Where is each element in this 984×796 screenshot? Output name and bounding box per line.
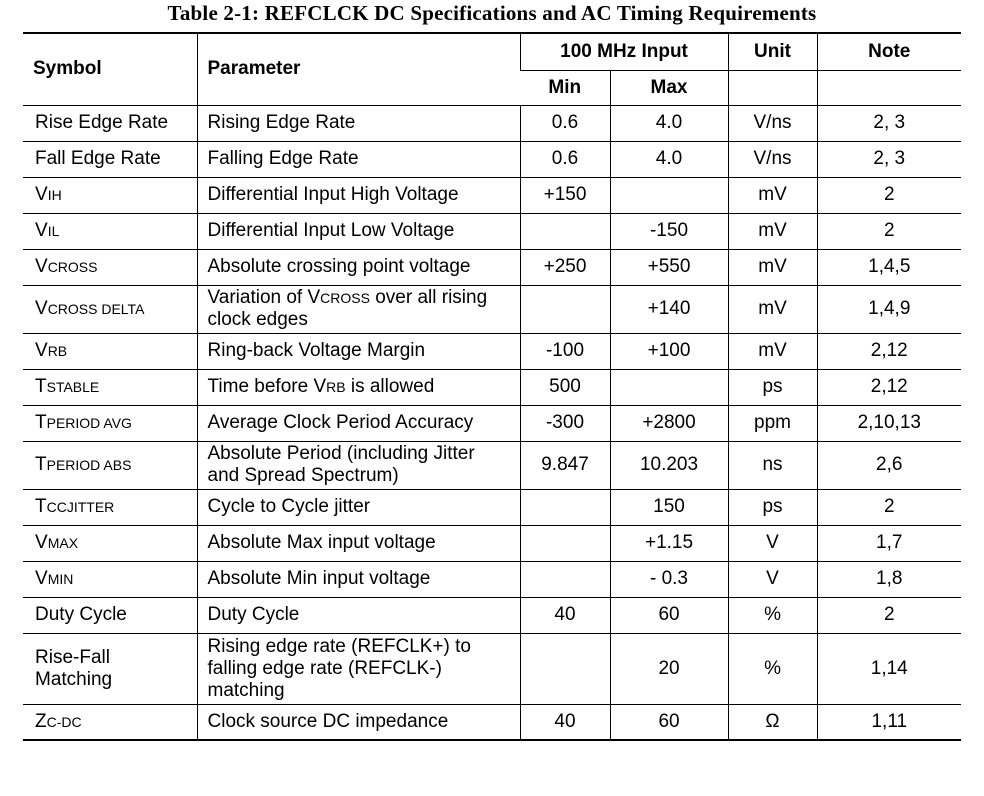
min-cell: -300 — [520, 405, 610, 441]
parameter-cell: Differential Input High Voltage — [197, 177, 520, 213]
min-cell: -100 — [520, 333, 610, 369]
unit-cell: V/ns — [728, 105, 817, 141]
min-cell: 500 — [520, 369, 610, 405]
parameter-cell: Time before VRB is allowed — [197, 369, 520, 405]
note-cell: 1,8 — [817, 561, 961, 597]
min-cell — [520, 525, 610, 561]
header-unit-blank — [728, 70, 817, 105]
symbol-cell: VIL — [23, 213, 197, 249]
table-row — [23, 441, 961, 489]
table-row — [23, 213, 961, 249]
table-row — [23, 525, 961, 561]
table-row — [23, 369, 961, 405]
unit-cell: mV — [728, 285, 817, 333]
table-row — [23, 105, 961, 141]
note-cell: 2 — [817, 597, 961, 633]
table-caption: Table 2-1: REFCLCK DC Specifications and AC Timing Requirements — [167, 1, 817, 25]
parameter-cell: Absolute crossing point voltage — [197, 249, 520, 285]
symbol-cell: ZC-DC — [23, 704, 197, 740]
header-note: Note — [817, 33, 961, 70]
note-cell: 2 — [817, 213, 961, 249]
unit-cell: ps — [728, 369, 817, 405]
unit-cell: V/ns — [728, 141, 817, 177]
unit-cell: ps — [728, 489, 817, 525]
table-row — [23, 285, 961, 333]
table-row — [23, 561, 961, 597]
symbol-cell: VMIN — [23, 561, 197, 597]
header-input-group: 100 MHz Input — [520, 33, 728, 70]
table-row — [23, 597, 961, 633]
parameter-cell: Falling Edge Rate — [197, 141, 520, 177]
max-cell: 60 — [610, 597, 728, 633]
table-row — [23, 177, 961, 213]
note-cell: 2 — [817, 489, 961, 525]
parameter-cell: Rising Edge Rate — [197, 105, 520, 141]
min-cell: 0.6 — [520, 105, 610, 141]
header-symbol: Symbol — [23, 33, 197, 105]
symbol-cell: VIH — [23, 177, 197, 213]
max-cell: 20 — [610, 633, 728, 704]
min-cell: 40 — [520, 597, 610, 633]
table-row — [23, 249, 961, 285]
max-cell: 4.0 — [610, 105, 728, 141]
max-cell: +140 — [610, 285, 728, 333]
parameter-cell: Rising edge rate (REFCLK+) to falling edge rate (REFCLK-) matching — [197, 633, 520, 704]
unit-cell: ns — [728, 441, 817, 489]
header-max: Max — [610, 70, 728, 105]
unit-cell: V — [728, 525, 817, 561]
unit-cell: % — [728, 633, 817, 704]
note-cell: 1,4,9 — [817, 285, 961, 333]
header-parameter: Parameter — [197, 33, 520, 105]
note-cell: 1,4,5 — [817, 249, 961, 285]
max-cell: - 0.3 — [610, 561, 728, 597]
parameter-cell: Duty Cycle — [197, 597, 520, 633]
unit-cell: mV — [728, 213, 817, 249]
min-cell: 40 — [520, 704, 610, 740]
parameter-cell: Cycle to Cycle jitter — [197, 489, 520, 525]
min-cell — [520, 489, 610, 525]
max-cell: -150 — [610, 213, 728, 249]
min-cell — [520, 213, 610, 249]
note-cell: 2, 3 — [817, 105, 961, 141]
header-min: Min — [520, 70, 610, 105]
note-cell: 1,11 — [817, 704, 961, 740]
symbol-cell: VRB — [23, 333, 197, 369]
header-note-blank — [817, 70, 961, 105]
symbol-cell: TPERIOD ABS — [23, 441, 197, 489]
max-cell — [610, 369, 728, 405]
unit-cell: V — [728, 561, 817, 597]
unit-cell: mV — [728, 249, 817, 285]
symbol-cell: TPERIOD AVG — [23, 405, 197, 441]
unit-cell: mV — [728, 333, 817, 369]
parameter-cell: Average Clock Period Accuracy — [197, 405, 520, 441]
header-unit: Unit — [728, 33, 817, 70]
parameter-cell: Ring-back Voltage Margin — [197, 333, 520, 369]
symbol-cell: VCROSS — [23, 249, 197, 285]
max-cell: +2800 — [610, 405, 728, 441]
parameter-cell: Absolute Period (including Jitter and Spread Spectrum) — [197, 441, 520, 489]
min-cell: 0.6 — [520, 141, 610, 177]
table-row — [23, 141, 961, 177]
note-cell: 2 — [817, 177, 961, 213]
symbol-cell: VCROSS DELTA — [23, 285, 197, 333]
symbol-cell: VMAX — [23, 525, 197, 561]
max-cell — [610, 177, 728, 213]
note-cell: 1,14 — [817, 633, 961, 704]
note-cell: 1,7 — [817, 525, 961, 561]
min-cell — [520, 633, 610, 704]
min-cell: 9.847 — [520, 441, 610, 489]
max-cell: 60 — [610, 704, 728, 740]
max-cell: +100 — [610, 333, 728, 369]
parameter-cell: Variation of VCROSS over all rising clock edges — [197, 285, 520, 333]
max-cell: +1.15 — [610, 525, 728, 561]
symbol-cell: Rise Edge Rate — [23, 105, 197, 141]
max-cell: +550 — [610, 249, 728, 285]
parameter-cell: Clock source DC impedance — [197, 704, 520, 740]
table-row — [23, 333, 961, 369]
min-cell — [520, 561, 610, 597]
parameter-cell: Absolute Max input voltage — [197, 525, 520, 561]
unit-cell: % — [728, 597, 817, 633]
min-cell: +150 — [520, 177, 610, 213]
unit-cell: Ω — [728, 704, 817, 740]
note-cell: 2,6 — [817, 441, 961, 489]
unit-cell: mV — [728, 177, 817, 213]
spec-table — [23, 32, 961, 741]
symbol-cell: Fall Edge Rate — [23, 141, 197, 177]
symbol-cell: Duty Cycle — [23, 597, 197, 633]
max-cell: 4.0 — [610, 141, 728, 177]
symbol-cell: TSTABLE — [23, 369, 197, 405]
symbol-cell: Rise-Fall Matching — [23, 633, 197, 704]
unit-cell: ppm — [728, 405, 817, 441]
note-cell: 2,10,13 — [817, 405, 961, 441]
parameter-cell: Absolute Min input voltage — [197, 561, 520, 597]
table-row — [23, 633, 961, 704]
note-cell: 2, 3 — [817, 141, 961, 177]
note-cell: 2,12 — [817, 369, 961, 405]
max-cell: 10.203 — [610, 441, 728, 489]
min-cell — [520, 285, 610, 333]
table-row — [23, 405, 961, 441]
note-cell: 2,12 — [817, 333, 961, 369]
table-row — [23, 704, 961, 740]
symbol-cell: TCCJITTER — [23, 489, 197, 525]
table-row — [23, 489, 961, 525]
max-cell: 150 — [610, 489, 728, 525]
min-cell: +250 — [520, 249, 610, 285]
parameter-cell: Differential Input Low Voltage — [197, 213, 520, 249]
